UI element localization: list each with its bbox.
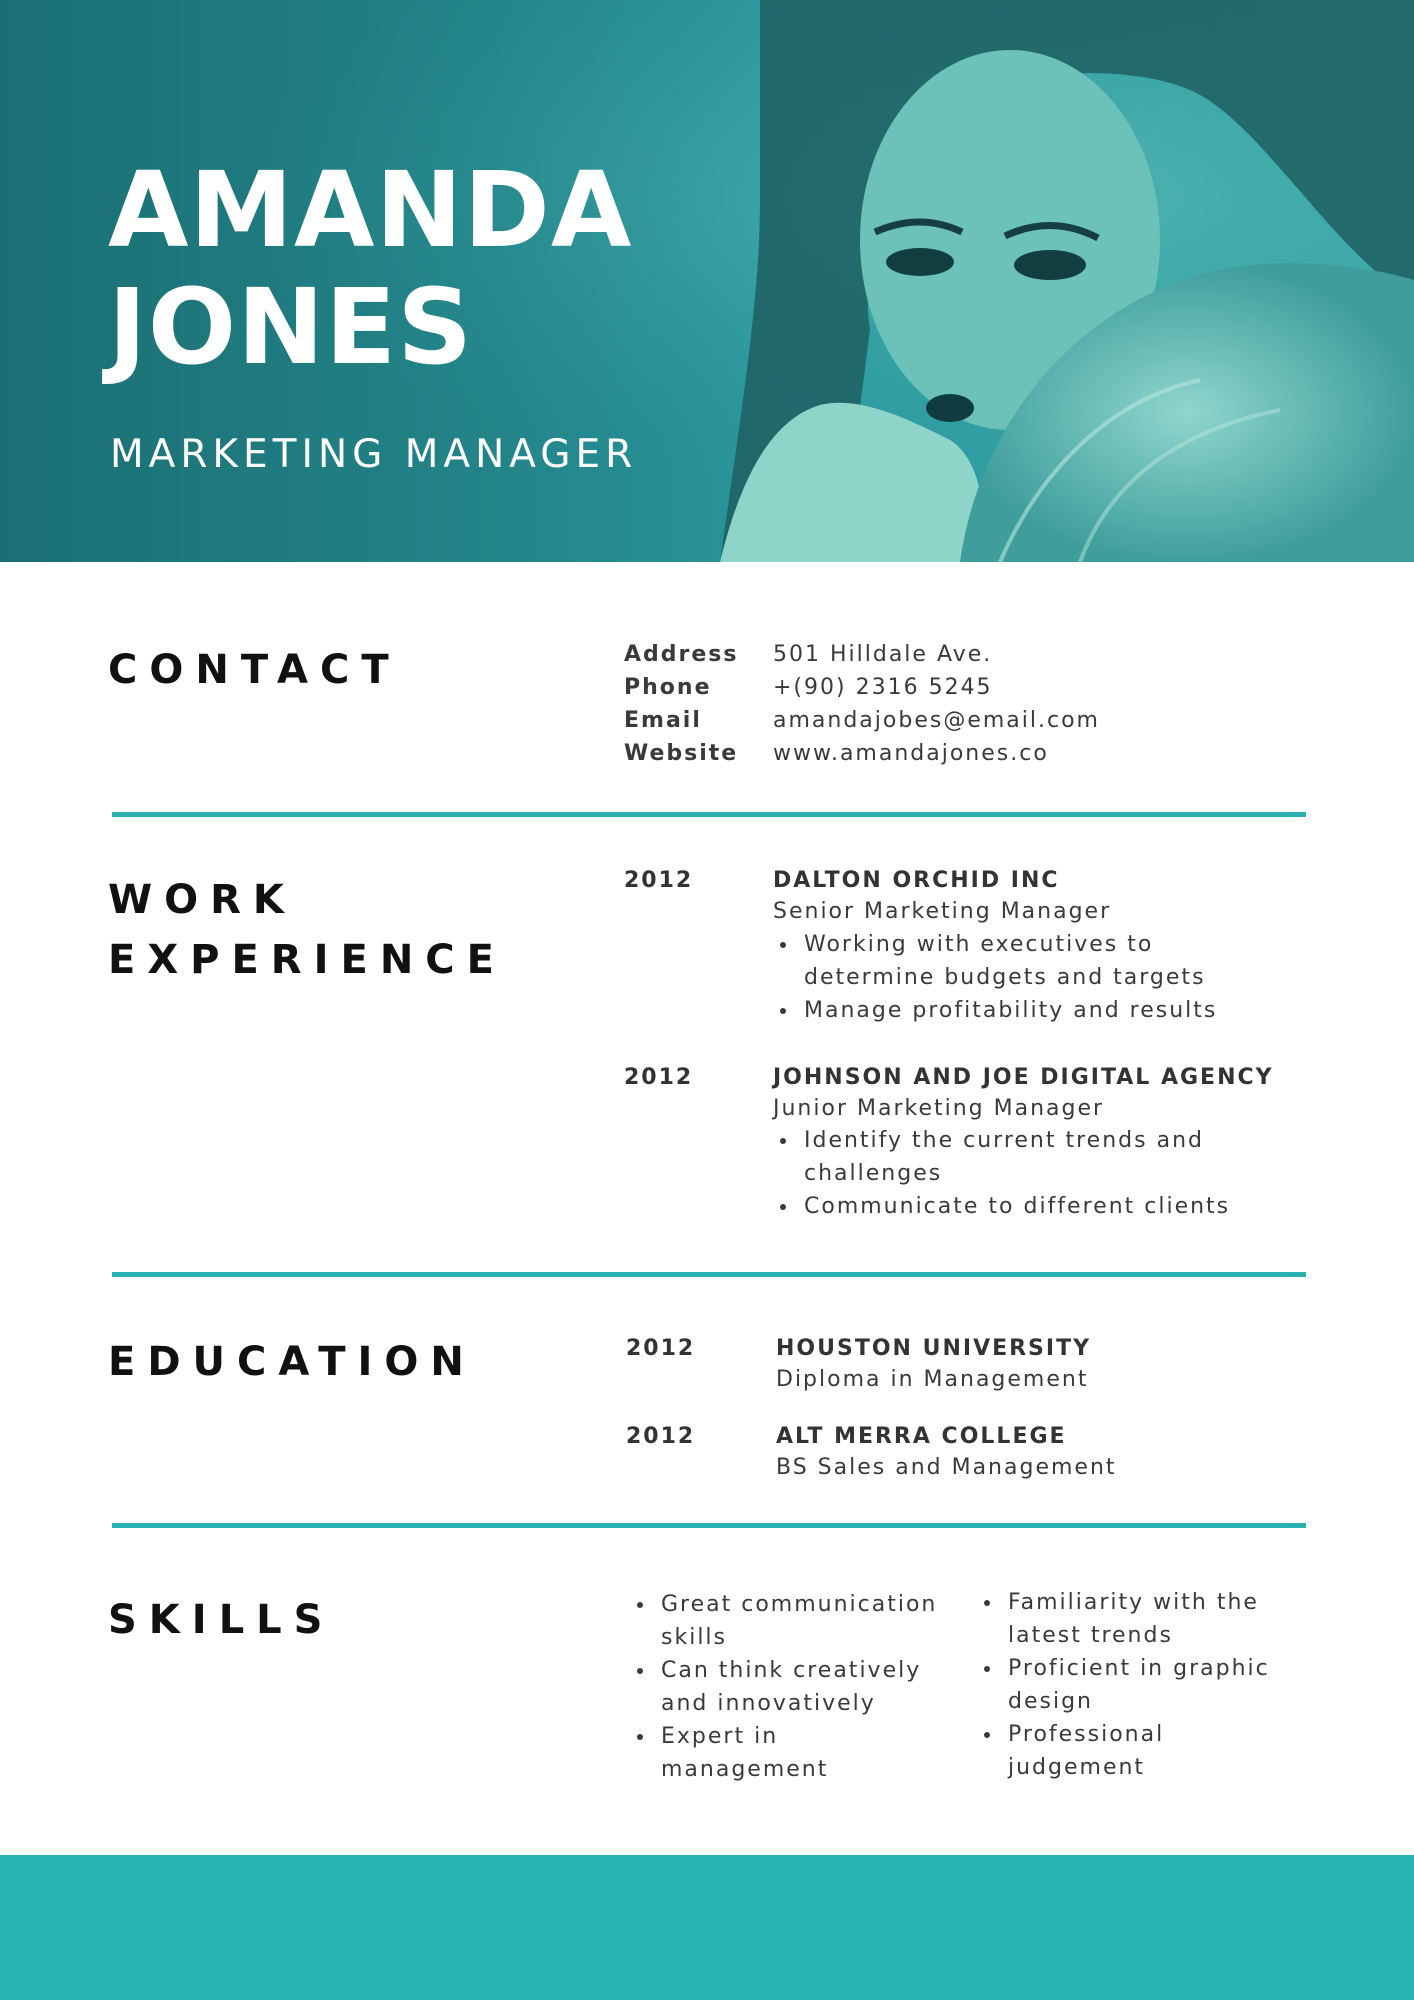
job-duties (773, 1124, 1233, 1223)
address-label: Address (624, 642, 739, 667)
duty-item: Identify the current trends and challenges (773, 1124, 1233, 1190)
phone-value: +(90) 2316 5245 (773, 675, 993, 700)
phone-label: Phone (624, 675, 712, 700)
work-experience-heading (108, 870, 506, 990)
last-name: JONES (108, 266, 474, 388)
job-role: Junior Marketing Manager (773, 1096, 1105, 1121)
footer-band (0, 1855, 1414, 2000)
email-value: amandajobes@email.com (773, 708, 1100, 733)
education-year: 2012 (626, 1336, 696, 1361)
school-name: HOUSTON UNIVERSITY (776, 1336, 1092, 1361)
skill-item: Familiarity with the latest trends (977, 1586, 1302, 1652)
company-name: JOHNSON AND JOE DIGITAL AGENCY (773, 1065, 1274, 1090)
section-divider (112, 812, 1306, 817)
degree-name: BS Sales and Management (776, 1455, 1117, 1480)
school-name: ALT MERRA COLLEGE (776, 1424, 1067, 1449)
skills-heading: SKILLS (108, 1597, 335, 1643)
website-value: www.amandajones.co (773, 741, 1049, 766)
education-heading: EDUCATION (108, 1339, 476, 1385)
skills-list-left (630, 1588, 945, 1786)
email-label: Email (624, 708, 702, 733)
candidate-name (108, 149, 633, 388)
skills-list-right (977, 1586, 1302, 1784)
header-banner (0, 0, 1414, 562)
skill-item: Professional judgement (977, 1718, 1302, 1784)
job-year: 2012 (624, 1065, 694, 1090)
skill-item: Proficient in graphic design (977, 1652, 1302, 1718)
skill-item: Expert in management (630, 1720, 945, 1786)
duty-item: Manage profitability and results (773, 994, 1293, 1027)
skill-item: Can think creatively and innovatively (630, 1654, 945, 1720)
education-year: 2012 (626, 1424, 696, 1449)
work-heading-line1: WORK (108, 877, 296, 923)
work-heading-line2: EXPERIENCE (108, 937, 506, 983)
website-label: Website (624, 741, 739, 766)
section-divider (112, 1523, 1306, 1528)
duty-item: Communicate to different clients (773, 1190, 1233, 1223)
job-duties (773, 928, 1293, 1027)
job-role: Senior Marketing Manager (773, 899, 1112, 924)
section-divider (112, 1272, 1306, 1277)
degree-name: Diploma in Management (776, 1367, 1089, 1392)
company-name: DALTON ORCHID INC (773, 868, 1060, 893)
address-value: 501 Hilldale Ave. (773, 642, 993, 667)
contact-heading: CONTACT (108, 647, 401, 693)
first-name: AMANDA (108, 149, 633, 271)
job-year: 2012 (624, 868, 694, 893)
duty-item: Working with executives to determine budgets and targets (773, 928, 1293, 994)
skill-item: Great communication skills (630, 1588, 945, 1654)
job-title: MARKETING MANAGER (110, 432, 638, 477)
